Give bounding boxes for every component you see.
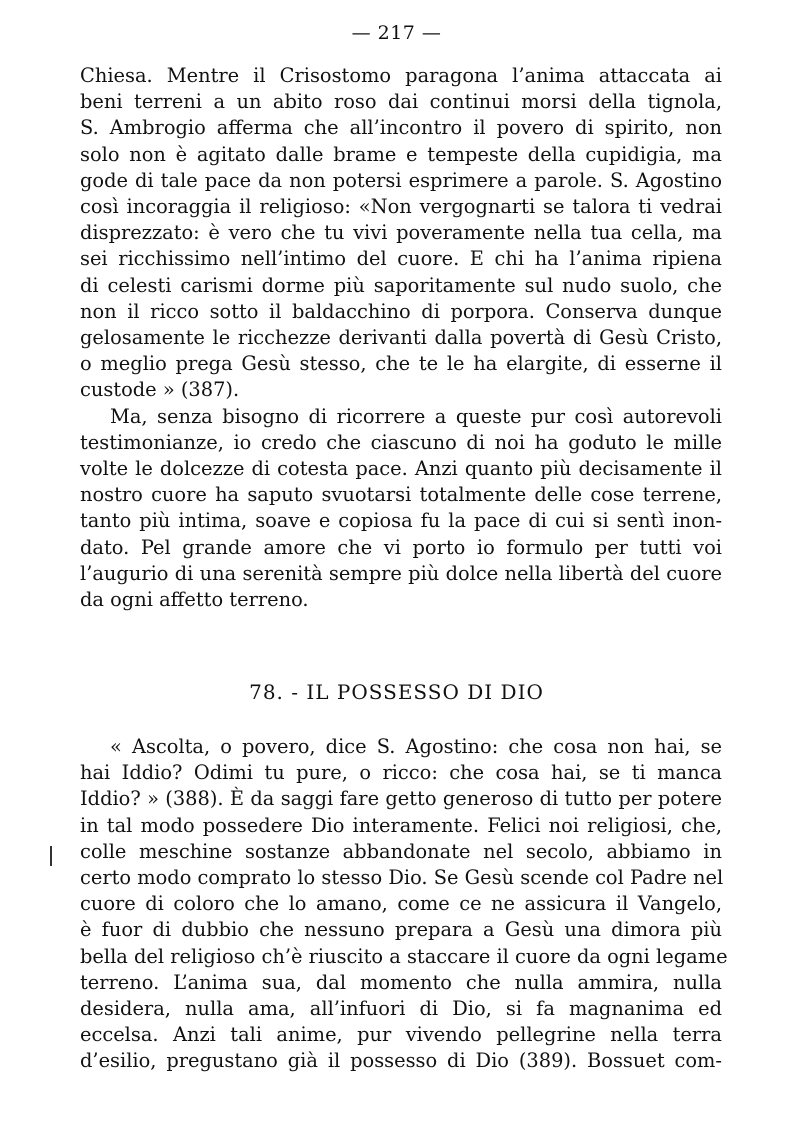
section-heading: 78. - IL POSSESSO DI DIO (249, 680, 544, 704)
text-line: Iddio? » (388). È da saggi fare getto generoso di tutto per potere (80, 787, 722, 811)
text-line: disprezzato: è vero che tu vivi poveramente nella tua cella, ma (80, 221, 722, 245)
text-line: non il ricco sotto il baldacchino di porpora. Conserva dunque (80, 299, 722, 323)
text-line: custode » (387). (80, 378, 240, 402)
text-line: da ogni affetto terreno. (80, 588, 309, 612)
text-line: volte le dolcezze di cotesta pace. Anzi quanto più decisamente il (80, 457, 722, 481)
text-line: bella del religioso ch’è riuscito a staccare il cuore da ogni legame (80, 944, 728, 968)
text-line: testimonianze, io credo che ciascuno di noi ha goduto le mille (80, 430, 722, 454)
text-line: Ma, senza bisogno di ricorrere a queste pur così autorevoli (110, 404, 722, 428)
text-line: è fuor di dubbio che nessuno prepara a Gesù una dimora più (80, 918, 722, 942)
text-line: colle meschine sostanze abbandonate nel secolo, abbiamo in (80, 839, 722, 863)
text-line: S. Ambrogio afferma che all’incontro il povero di spirito, non (80, 116, 722, 140)
text-line: dato. Pel grande amore che vi porto io formulo per tutti voi (80, 535, 722, 559)
body-text-bottom (80, 734, 728, 1075)
margin-mark (50, 846, 52, 866)
text-line: gelosamente le ricchezze derivanti dalla povertà di Gesù Cristo, (80, 326, 722, 350)
text-line: desidera, nulla ama, all’infuori di Dio, si fa magnanima ed (80, 997, 722, 1021)
text-line: « Ascolta, o povero, dice S. Agostino: che cosa non hai, se (110, 735, 722, 758)
text-line: l’augurio di una serenità sempre più dolce nella libertà del cuore (80, 561, 722, 585)
text-line: di celesti carismi dorme più saporitamente sul nudo suolo, che (80, 273, 722, 297)
text-line: in tal modo possedere Dio interamente. Felici noi religiosi, che, (80, 813, 722, 837)
page-number: — 217 — (351, 22, 442, 44)
text-line: cuore di coloro che lo amano, come ce ne assicura il Vangelo, (80, 892, 722, 916)
text-line: o meglio prega Gesù stesso, che te le ha elargite, di esserne il (80, 352, 722, 376)
text-line: terreno. L’anima sua, dal momento che nulla ammira, nulla (80, 970, 722, 994)
text-line: hai Iddio? Odimi tu pure, o ricco: che cosa hai, se ti manca (80, 761, 722, 785)
text-line: eccelsa. Anzi tali anime, pur vivendo pellegrine nella terra (80, 1023, 722, 1047)
text-line: sei ricchissimo nell’intimo del cuore. E chi ha l’anima ripiena (80, 247, 722, 271)
text-line: certo modo comprato lo stesso Dio. Se Gesù scende col Padre nel (80, 866, 724, 890)
text-line: gode di tale pace da non potersi esprimere a parole. S. Agostino (80, 168, 722, 192)
text-line: tanto più intima, soave e copiosa fu la pace di cui si sentì inon- (80, 509, 722, 533)
text-line: solo non è agitato dalle brame e tempeste della cupidigia, ma (80, 142, 722, 166)
body-text-top (80, 63, 722, 613)
text-line: nostro cuore ha saputo svuotarsi totalmente delle cose terrene, (80, 483, 722, 507)
text-line: beni terreni a un abito roso dai continui morsi della tignola, (80, 90, 722, 114)
text-line: così incoraggia il religioso: «Non vergognarti se talora ti vedrai (80, 195, 722, 219)
text-line: d’esilio, pregustano già il possesso di Dio (389). Bossuet com- (80, 1049, 722, 1073)
text-line: Chiesa. Mentre il Crisostomo paragona l’anima attaccata ai (80, 64, 722, 87)
